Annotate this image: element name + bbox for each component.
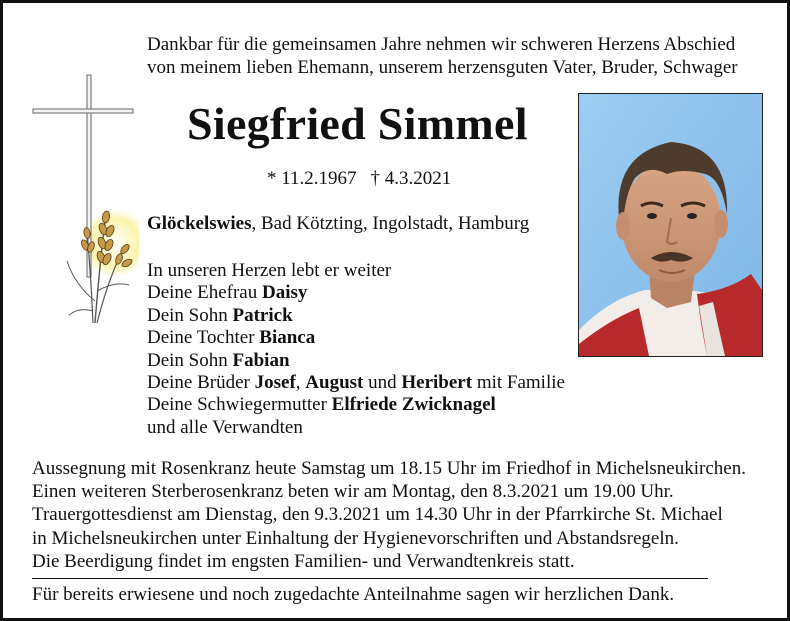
service-line: Aussegnung mit Rosenkranz heute Samstag um 18.15 Uhr im Friedhof in Michelsneukirchen. [32, 458, 746, 479]
mourner-relation: und [363, 372, 402, 394]
mourner-relation: Deine Schwiegermutter [147, 394, 332, 416]
mourner-line [147, 282, 565, 304]
places-line [147, 213, 529, 235]
mourner-name: Fabian [232, 349, 290, 371]
mourner-relation: Dein Sohn [147, 304, 233, 326]
service-line: Trauergottesdienst am Dienstag, den 9.3.2021 um 14.30 Uhr in der Pfarrkirche St. Michael [32, 504, 723, 526]
mourner-line [147, 305, 565, 327]
other-places: , Bad Kötzting, Ingolstadt, Hamburg [251, 213, 530, 234]
mourner-line [147, 394, 565, 416]
home-place: Glöckelswies [147, 213, 252, 234]
mourner-relation: Deine Ehefrau [147, 282, 262, 304]
divider-line [32, 578, 708, 579]
intro-line: Dankbar für die gemeinsamen Jahre nehmen wir schweren Herzens Abschied [147, 34, 736, 55]
mourner-relation: , [295, 372, 306, 394]
service-line: Die Beerdigung findet im engsten Familien- und Verwandtenkreis statt. [32, 550, 575, 572]
cross-with-wheat-icon [29, 71, 139, 336]
mourner-line [147, 372, 565, 394]
mourner-relation: Deine Tochter [147, 327, 260, 349]
mourner-name: Elfriede Zwicknagel [331, 394, 496, 416]
mourner-relation: Deine Brüder [147, 372, 255, 394]
mourner-relation: In unseren Herzen lebt er weiter [147, 260, 392, 281]
death-date: † 4.3.2021 [370, 168, 452, 189]
service-line: in Michelsneukirchen unter Einhaltung der Hygienevorschriften und Abstandsregeln. [32, 527, 679, 549]
mourner-name: Bianca [259, 327, 316, 349]
mourner-line [147, 350, 565, 372]
thanks-text: Für bereits erwiesene und noch zugedachte Anteilnahme sagen wir herzlichen Dank. [32, 584, 675, 605]
mourner-line [147, 417, 565, 439]
portrait-photo [578, 93, 763, 357]
mourner-name: Daisy [262, 282, 308, 304]
intro-line: von meinem lieben Ehemann, unserem herzensguten Vater, Bruder, Schwager [147, 57, 738, 78]
mourners-list [147, 260, 565, 439]
life-dates [267, 168, 451, 190]
intro-text [147, 33, 738, 79]
mourner-relation: Dein Sohn [147, 349, 233, 371]
mourner-relation: mit Familie [472, 372, 565, 394]
service-details [32, 457, 746, 573]
deceased-name: Siegfried Simmel [187, 98, 528, 149]
mourner-name: August [305, 372, 364, 394]
mourner-name: Patrick [232, 304, 293, 326]
mourner-line [147, 327, 565, 349]
birth-date: * 11.2.1967 [267, 168, 357, 189]
mourner-line [147, 260, 565, 282]
mourner-relation: und alle Verwandten [147, 416, 303, 438]
service-line: Einen weiteren Sterberosenkranz beten wir am Montag, den 8.3.2021 um 19.00 Uhr. [32, 481, 674, 503]
mourner-name: Josef [254, 372, 296, 394]
mourner-name: Heribert [401, 372, 473, 394]
